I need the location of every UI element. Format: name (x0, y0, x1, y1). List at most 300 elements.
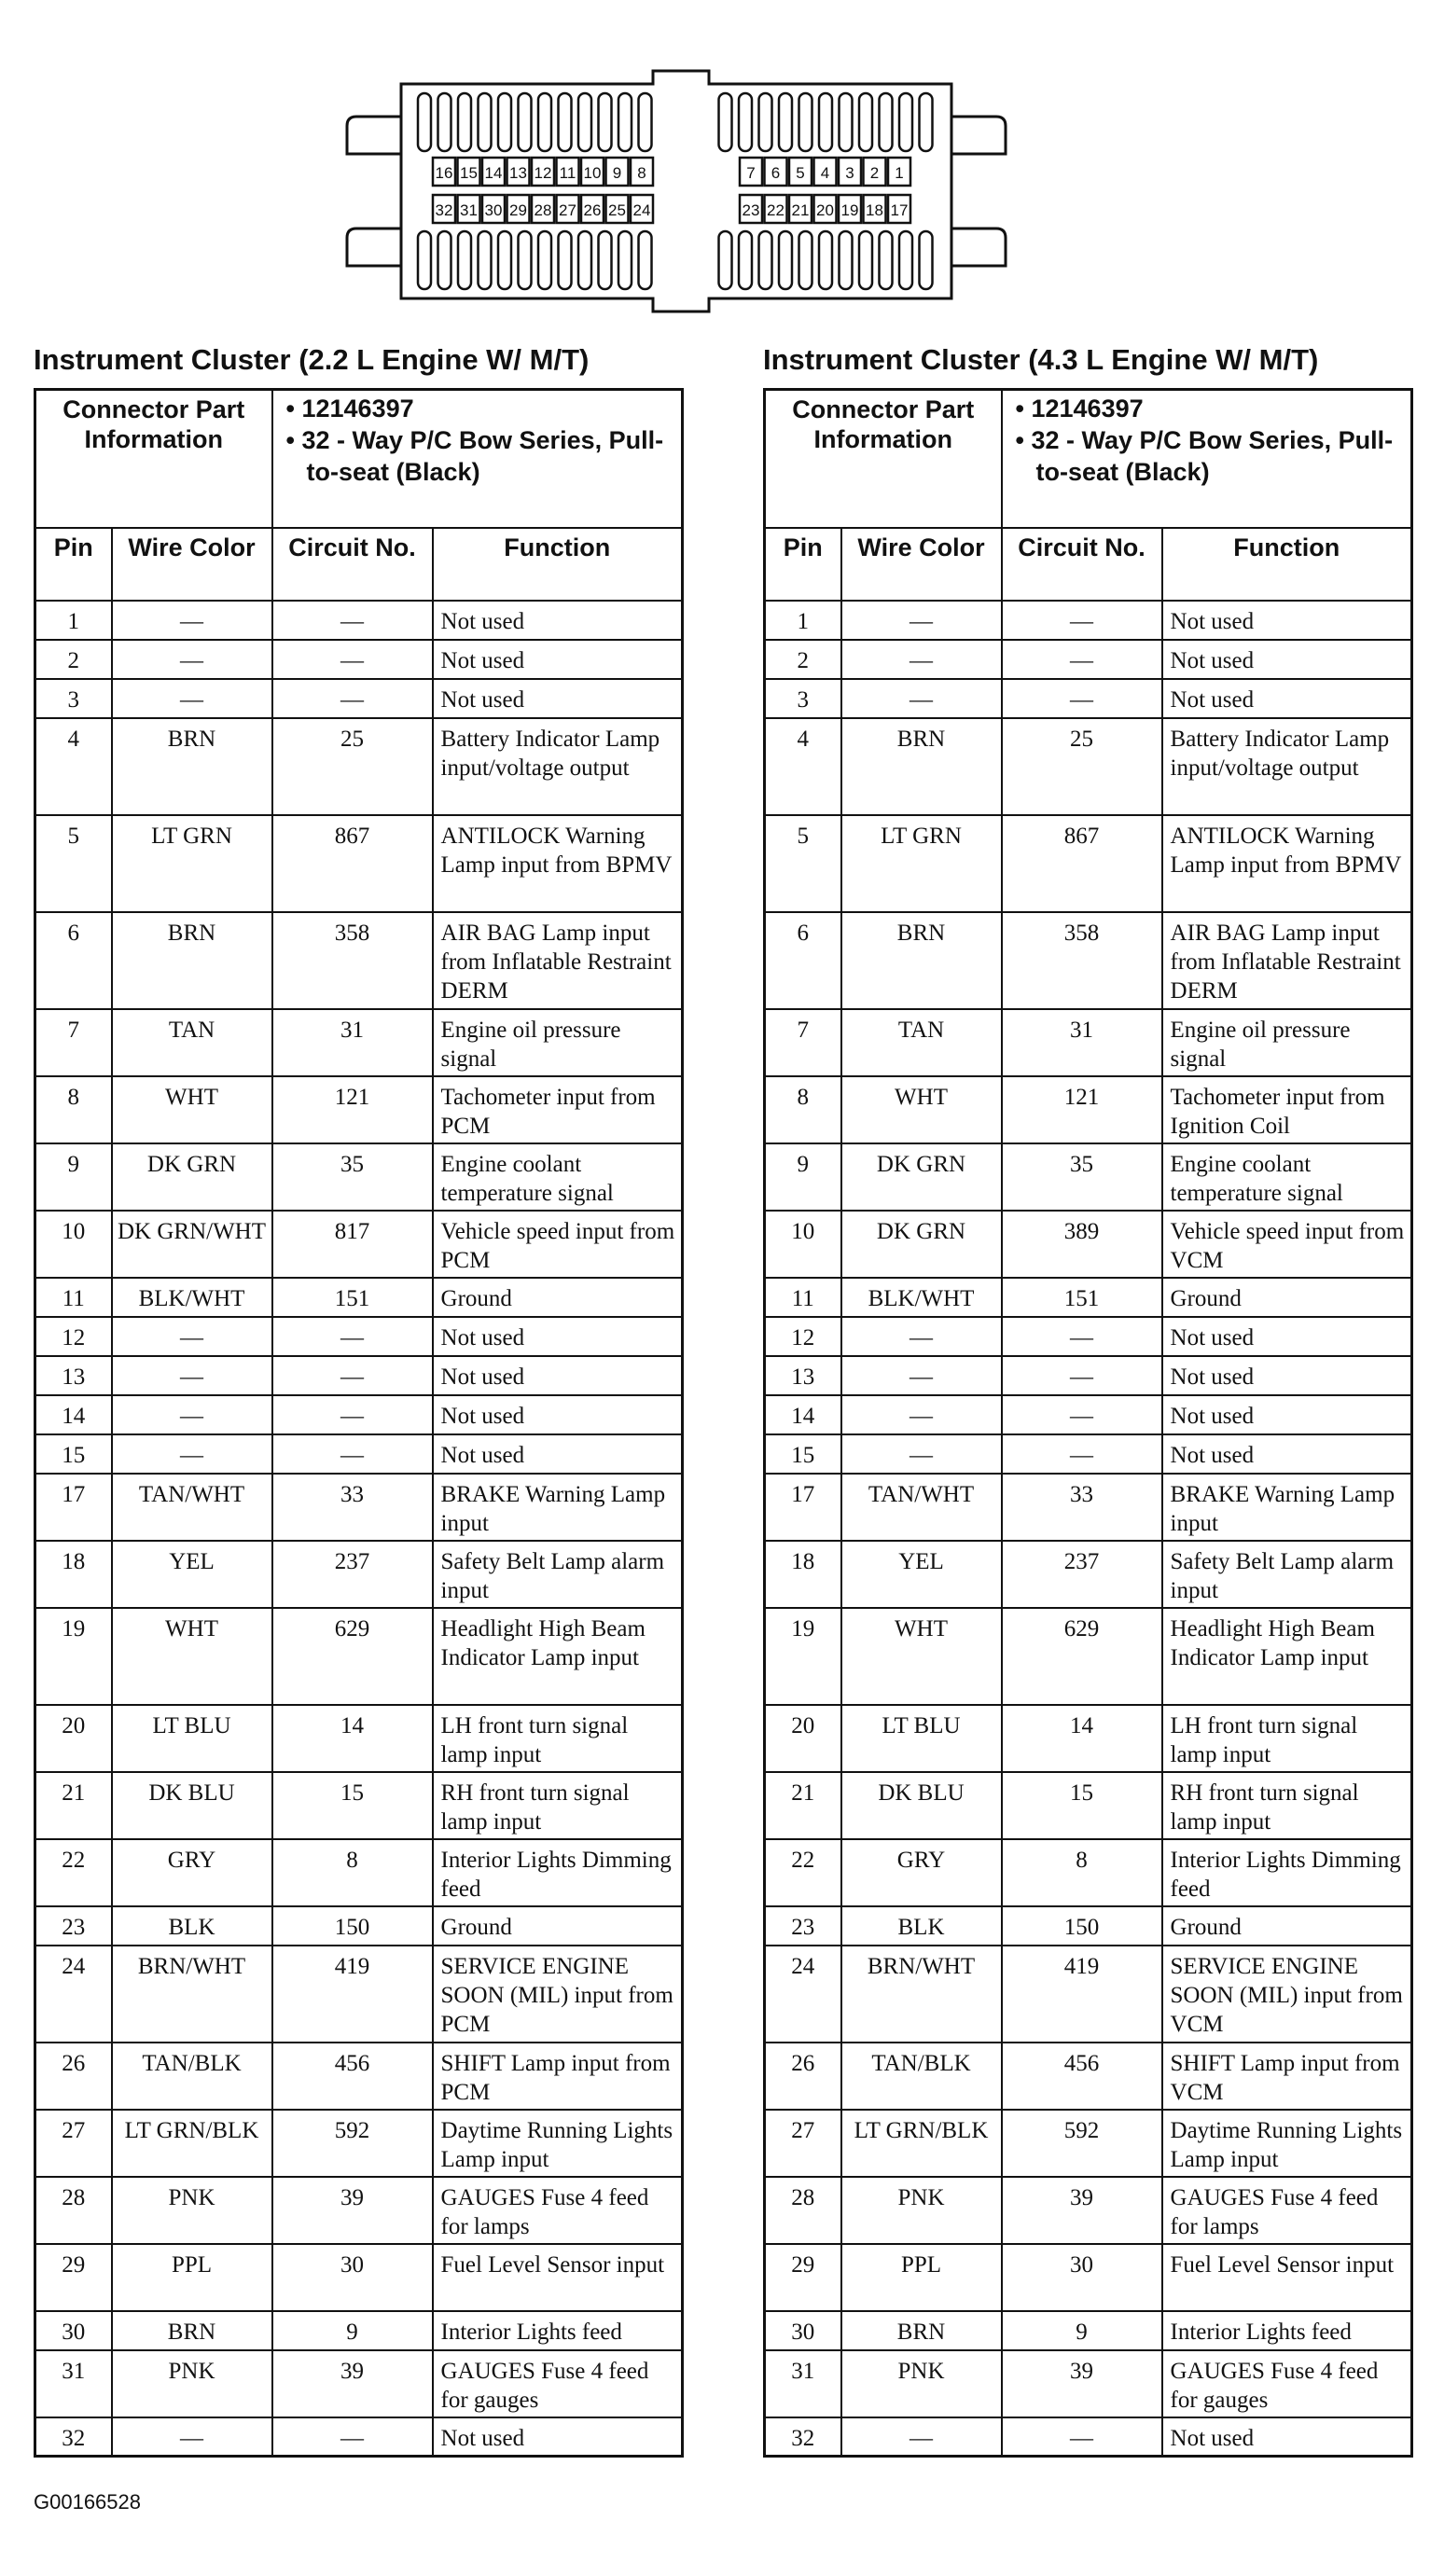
pin-cell: 7 (35, 1009, 112, 1076)
pin-cell: 32 (765, 2417, 841, 2457)
wire-color-cell: BRN (112, 912, 272, 1009)
circuit-cell: 8 (1002, 1839, 1162, 1906)
pin-cell: 22 (35, 1839, 112, 1906)
table-row (35, 2177, 683, 2244)
connector-fin (799, 93, 812, 151)
wire-color-cell: TAN (112, 1009, 272, 1076)
pin-cell: 18 (35, 1541, 112, 1608)
pin-cell: 6 (765, 912, 841, 1009)
circuit-cell: 9 (1002, 2311, 1162, 2350)
pin-cell: 12 (765, 1317, 841, 1356)
wire-color-cell: — (841, 1395, 1002, 1434)
table-row (765, 1705, 1412, 1772)
connector-fin (639, 231, 652, 289)
connector-fin (418, 93, 431, 151)
pin-number-label: 14 (484, 164, 503, 182)
table-row (765, 1211, 1412, 1278)
circuit-cell: 33 (1002, 1474, 1162, 1541)
right-latch-bottom (951, 229, 1006, 266)
circuit-cell: — (1002, 1317, 1162, 1356)
pin-cell: 17 (35, 1474, 112, 1541)
connector-fin (418, 231, 431, 289)
wire-color-cell: — (841, 2417, 1002, 2457)
function-cell: GAUGES Fuse 4 feed for gauges (1162, 2350, 1412, 2417)
pin-cell: 22 (765, 1839, 841, 1906)
pin-cell: 28 (765, 2177, 841, 2244)
table-row (35, 601, 683, 640)
table-row (35, 718, 683, 815)
circuit-cell: 33 (272, 1474, 433, 1541)
part-number: • 12146397 (1015, 395, 1144, 422)
function-cell: Safety Belt Lamp alarm input (1162, 1541, 1412, 1608)
circuit-cell: 35 (1002, 1143, 1162, 1211)
circuit-cell: — (272, 2417, 433, 2457)
function-cell: Not used (1162, 2417, 1412, 2457)
table-row (35, 1317, 683, 1356)
circuit-cell: 419 (1002, 1946, 1162, 2043)
function-cell: Fuel Level Sensor input (1162, 2244, 1412, 2311)
pin-cell: 1 (765, 601, 841, 640)
table-row (765, 1009, 1412, 1076)
pin-cell: 31 (765, 2350, 841, 2417)
table-row (765, 1317, 1412, 1356)
pin-number-label: 25 (608, 201, 626, 219)
circuit-cell: — (272, 679, 433, 718)
table-title-2-2l: Instrument Cluster (2.2 L Engine W/ M/T) (34, 343, 590, 376)
function-cell: Ground (1162, 1278, 1412, 1317)
left-latch-bottom (347, 229, 401, 266)
pin-number-label: 16 (435, 164, 453, 182)
function-cell: Tachometer input from PCM (433, 1076, 683, 1143)
function-cell: Ground (433, 1278, 683, 1317)
pin-cell: 10 (35, 1211, 112, 1278)
connector-fin (538, 231, 551, 289)
function-cell: Not used (433, 1395, 683, 1434)
table-row (765, 1541, 1412, 1608)
pin-cell: 2 (35, 640, 112, 679)
table-row (35, 1608, 683, 1705)
table-row (35, 1946, 683, 2043)
wire-color-cell: — (112, 640, 272, 679)
connector-fin (578, 93, 591, 151)
wire-color-cell: LT GRN/BLK (841, 2110, 1002, 2177)
wire-color-cell: — (112, 601, 272, 640)
circuit-cell: 419 (272, 1946, 433, 2043)
pin-number-label: 18 (866, 201, 883, 219)
circuit-cell: 456 (1002, 2043, 1162, 2110)
left-latch-top (347, 117, 401, 154)
table-row (765, 1772, 1412, 1839)
pin-cell: 13 (35, 1356, 112, 1395)
connector-info-label: Connector Part Information (35, 390, 272, 528)
connector-info-values (1002, 390, 1412, 528)
right-latch-top (951, 117, 1006, 154)
table-row (765, 1076, 1412, 1143)
connector-fin (498, 93, 511, 151)
table-row (35, 1474, 683, 1541)
wire-color-cell: PNK (112, 2350, 272, 2417)
function-cell: Daytime Running Lights Lamp input (433, 2110, 683, 2177)
pin-number-label: 20 (816, 201, 834, 219)
connector-info-label: Connector Part Information (765, 390, 1002, 528)
wire-color-cell: LT BLU (841, 1705, 1002, 1772)
wire-color-cell: TAN (841, 1009, 1002, 1076)
function-cell: Not used (433, 1434, 683, 1474)
function-cell: Not used (1162, 1395, 1412, 1434)
table-row (765, 1395, 1412, 1434)
circuit-cell: — (1002, 1395, 1162, 1434)
circuit-cell: 35 (272, 1143, 433, 1211)
circuit-cell: — (1002, 640, 1162, 679)
wire-color-cell: GRY (841, 1839, 1002, 1906)
pin-cell: 23 (35, 1906, 112, 1946)
pin-number-label: 32 (435, 201, 453, 219)
connector-fin (479, 93, 492, 151)
circuit-cell: 39 (272, 2350, 433, 2417)
circuit-cell: 358 (1002, 912, 1162, 1009)
wire-color-cell: WHT (112, 1608, 272, 1705)
circuit-cell: 14 (1002, 1705, 1162, 1772)
function-cell: AIR BAG Lamp input from Inflatable Restraint DERM (1162, 912, 1412, 1009)
function-cell: Not used (433, 601, 683, 640)
wire-color-cell: BRN (841, 2311, 1002, 2350)
pin-number-label: 4 (820, 164, 830, 182)
function-cell: GAUGES Fuse 4 feed for gauges (433, 2350, 683, 2417)
connector-fin (880, 93, 893, 151)
pin-cell: 8 (35, 1076, 112, 1143)
pin-number-label: 1 (895, 164, 904, 182)
connector-info-values (272, 390, 683, 528)
connector-fin (759, 93, 772, 151)
pin-cell: 4 (765, 718, 841, 815)
circuit-cell: — (1002, 601, 1162, 640)
pin-number-label: 3 (845, 164, 854, 182)
function-cell: Not used (1162, 679, 1412, 718)
connector-fin (799, 231, 812, 289)
connector-fin (559, 231, 572, 289)
function-cell: Headlight High Beam Indicator Lamp input (1162, 1608, 1412, 1705)
table-row (35, 2110, 683, 2177)
pin-cell: 11 (35, 1278, 112, 1317)
pin-cell: 5 (765, 815, 841, 912)
circuit-cell: 25 (1002, 718, 1162, 815)
pin-cell: 3 (35, 679, 112, 718)
table-row (35, 679, 683, 718)
pin-number-label: 7 (746, 164, 756, 182)
function-cell: Vehicle speed input from VCM (1162, 1211, 1412, 1278)
function-cell: Battery Indicator Lamp input/voltage output (1162, 718, 1412, 815)
function-cell: RH front turn signal lamp input (1162, 1772, 1412, 1839)
pin-cell: 14 (765, 1395, 841, 1434)
circuit-cell: 867 (1002, 815, 1162, 912)
pin-cell: 27 (765, 2110, 841, 2177)
circuit-cell: 867 (272, 815, 433, 912)
function-cell: Not used (1162, 1356, 1412, 1395)
wire-color-cell: LT GRN (112, 815, 272, 912)
function-cell: ANTILOCK Warning Lamp input from BPMV (433, 815, 683, 912)
connector-fin (840, 93, 853, 151)
table-row (35, 1541, 683, 1608)
table-row (765, 2110, 1412, 2177)
function-cell: Safety Belt Lamp alarm input (433, 1541, 683, 1608)
wire-color-cell: DK GRN (841, 1143, 1002, 1211)
table-title-4-3l: Instrument Cluster (4.3 L Engine W/ M/T) (763, 343, 1319, 376)
circuit-cell: — (272, 1395, 433, 1434)
table-row (35, 1395, 683, 1434)
function-cell: Headlight High Beam Indicator Lamp input (433, 1608, 683, 1705)
pin-cell: 30 (765, 2311, 841, 2350)
connector-fin (739, 231, 752, 289)
circuit-cell: 592 (1002, 2110, 1162, 2177)
table-row (765, 1356, 1412, 1395)
wire-color-cell: BRN/WHT (841, 1946, 1002, 2043)
pin-number-label: 11 (559, 164, 576, 182)
wire-color-cell: DK BLU (112, 1772, 272, 1839)
table-row (765, 2417, 1412, 2457)
pin-number-label: 13 (509, 164, 527, 182)
connector-fin (599, 93, 612, 151)
function-cell: Interior Lights Dimming feed (433, 1839, 683, 1906)
circuit-cell: — (1002, 679, 1162, 718)
circuit-cell: 237 (272, 1541, 433, 1608)
connector-fin (458, 231, 471, 289)
pin-number-label: 23 (742, 201, 760, 219)
circuit-cell: 31 (272, 1009, 433, 1076)
function-cell: Ground (433, 1906, 683, 1946)
pin-cell: 19 (35, 1608, 112, 1705)
figure-code: G00166528 (34, 2490, 141, 2514)
connector-fin (519, 93, 532, 151)
pin-cell: 6 (35, 912, 112, 1009)
pin-header: Pin (765, 528, 841, 601)
table-row (35, 640, 683, 679)
function-cell: GAUGES Fuse 4 feed for lamps (1162, 2177, 1412, 2244)
connector-fin (899, 231, 912, 289)
table-row (765, 601, 1412, 640)
table-row (35, 1278, 683, 1317)
connector-fin (819, 93, 832, 151)
wire-color-cell: LT GRN (841, 815, 1002, 912)
pin-cell: 20 (35, 1705, 112, 1772)
circuit-cell: 121 (272, 1076, 433, 1143)
wire-color-cell: LT BLU (112, 1705, 272, 1772)
pin-cell: 28 (35, 2177, 112, 2244)
function-cell: Interior Lights Dimming feed (1162, 1839, 1412, 1906)
table-row (765, 2311, 1412, 2350)
circuit-cell: 592 (272, 2110, 433, 2177)
pinout-table-2-2l (34, 388, 684, 2458)
function-cell: SHIFT Lamp input from PCM (433, 2043, 683, 2110)
wire-color-cell: DK BLU (841, 1772, 1002, 1839)
circuit-cell: 456 (272, 2043, 433, 2110)
wire-color-cell: YEL (841, 1541, 1002, 1608)
pin-number-label: 17 (890, 201, 909, 219)
connector-fin (739, 93, 752, 151)
connector-fin (438, 93, 451, 151)
pin-cell: 27 (35, 2110, 112, 2177)
connector-fin (578, 231, 591, 289)
wire-color-cell: PNK (112, 2177, 272, 2244)
circuit-cell: 30 (272, 2244, 433, 2311)
pin-cell: 5 (35, 815, 112, 912)
table-row (35, 1839, 683, 1906)
connector-fin (819, 231, 832, 289)
wire-color-cell: PNK (841, 2350, 1002, 2417)
table-row (765, 1946, 1412, 2043)
wire-color-cell: — (841, 1434, 1002, 1474)
connector-fin (519, 231, 532, 289)
pin-number-label: 30 (484, 201, 503, 219)
circuit-no-header: Circuit No. (272, 528, 433, 601)
pin-cell: 17 (765, 1474, 841, 1541)
wire-color-cell: BLK (841, 1906, 1002, 1946)
circuit-cell: 817 (272, 1211, 433, 1278)
function-header: Function (1162, 528, 1412, 601)
function-cell: Interior Lights feed (1162, 2311, 1412, 2350)
circuit-cell: 629 (272, 1608, 433, 1705)
function-cell: Daytime Running Lights Lamp input (1162, 2110, 1412, 2177)
pin-cell: 9 (35, 1143, 112, 1211)
pin-number-label: 8 (637, 164, 646, 182)
function-cell: SHIFT Lamp input from VCM (1162, 2043, 1412, 2110)
table-row (765, 2043, 1412, 2110)
table-row (35, 1211, 683, 1278)
table-row (35, 2417, 683, 2457)
circuit-cell: 151 (272, 1278, 433, 1317)
pin-cell: 1 (35, 601, 112, 640)
pin-cell: 26 (765, 2043, 841, 2110)
table-row (765, 815, 1412, 912)
pin-number-label: 31 (460, 201, 478, 219)
pin-number-label: 29 (509, 201, 527, 219)
table-row (35, 815, 683, 912)
connector-fin (859, 93, 872, 151)
wire-color-cell: BRN (841, 718, 1002, 815)
pin-number-label: 21 (791, 201, 810, 219)
pin-number-label: 9 (612, 164, 622, 182)
circuit-cell: 25 (272, 718, 433, 815)
pin-cell: 29 (765, 2244, 841, 2311)
wire-color-cell: DK GRN/WHT (112, 1211, 272, 1278)
circuit-cell: 15 (272, 1772, 433, 1839)
wire-color-cell: — (112, 1434, 272, 1474)
pin-cell: 24 (765, 1946, 841, 2043)
wire-color-cell: PPL (841, 2244, 1002, 2311)
circuit-cell: — (272, 1434, 433, 1474)
pin-cell: 10 (765, 1211, 841, 1278)
circuit-cell: 39 (1002, 2350, 1162, 2417)
pin-cell: 32 (35, 2417, 112, 2457)
wire-color-cell: WHT (841, 1076, 1002, 1143)
circuit-cell: 14 (272, 1705, 433, 1772)
connector-fin (719, 93, 732, 151)
table-row (765, 2177, 1412, 2244)
wire-color-header: Wire Color (112, 528, 272, 601)
table-row (765, 718, 1412, 815)
table-row (765, 640, 1412, 679)
connector-fin (479, 231, 492, 289)
part-description: • 32 - Way P/C Bow Series, Pull-to-seat (Black) (285, 426, 664, 486)
connector-fin (899, 93, 912, 151)
circuit-cell: 358 (272, 912, 433, 1009)
function-cell: Interior Lights feed (433, 2311, 683, 2350)
pin-cell: 20 (765, 1705, 841, 1772)
function-cell: SERVICE ENGINE SOON (MIL) input from PCM (433, 1946, 683, 2043)
table-row (765, 1608, 1412, 1705)
connector-fin (458, 93, 471, 151)
table-row (765, 679, 1412, 718)
function-cell: LH front turn signal lamp input (1162, 1705, 1412, 1772)
pin-cell: 8 (765, 1076, 841, 1143)
function-cell: Engine oil pressure signal (433, 1009, 683, 1076)
wire-color-cell: — (112, 1395, 272, 1434)
pin-number-label: 15 (460, 164, 478, 182)
circuit-cell: 150 (272, 1906, 433, 1946)
wire-color-cell: WHT (112, 1076, 272, 1143)
table-row (765, 2350, 1412, 2417)
pin-cell: 11 (765, 1278, 841, 1317)
part-description: • 32 - Way P/C Bow Series, Pull-to-seat (Black) (1015, 426, 1394, 486)
circuit-cell: — (1002, 1356, 1162, 1395)
table-row (35, 2311, 683, 2350)
table-row (35, 1009, 683, 1076)
circuit-cell: 8 (272, 1839, 433, 1906)
circuit-cell: 237 (1002, 1541, 1162, 1608)
wire-color-cell: DK GRN (841, 1211, 1002, 1278)
table-row (35, 1143, 683, 1211)
function-cell: BRAKE Warning Lamp input (433, 1474, 683, 1541)
function-cell: Ground (1162, 1906, 1412, 1946)
wire-color-cell: BLK (112, 1906, 272, 1946)
circuit-cell: 9 (272, 2311, 433, 2350)
pin-cell: 21 (765, 1772, 841, 1839)
function-cell: Not used (433, 1317, 683, 1356)
pin-number-label: 28 (534, 201, 552, 219)
wire-color-cell: BRN (112, 2311, 272, 2350)
pin-cell: 7 (765, 1009, 841, 1076)
pin-cell: 14 (35, 1395, 112, 1434)
circuit-cell: 30 (1002, 2244, 1162, 2311)
function-cell: Engine oil pressure signal (1162, 1009, 1412, 1076)
wire-color-cell: DK GRN (112, 1143, 272, 1211)
circuit-cell: 39 (272, 2177, 433, 2244)
connector-fin (719, 231, 732, 289)
function-cell: LH front turn signal lamp input (433, 1705, 683, 1772)
circuit-cell: — (272, 1317, 433, 1356)
connector-fin (759, 231, 772, 289)
connector-diagram (345, 65, 1017, 317)
function-cell: Tachometer input from Ignition Coil (1162, 1076, 1412, 1143)
function-cell: AIR BAG Lamp input from Inflatable Restraint DERM (433, 912, 683, 1009)
connector-fin (880, 231, 893, 289)
circuit-cell: 389 (1002, 1211, 1162, 1278)
pin-cell: 12 (35, 1317, 112, 1356)
pin-cell: 18 (765, 1541, 841, 1608)
connector-fin (438, 231, 451, 289)
table-row (35, 2244, 683, 2311)
connector-fin (559, 93, 572, 151)
pin-header: Pin (35, 528, 112, 601)
wire-color-cell: TAN/BLK (112, 2043, 272, 2110)
pin-cell: 21 (35, 1772, 112, 1839)
circuit-cell: — (1002, 2417, 1162, 2457)
pin-number-label: 2 (869, 164, 880, 182)
function-cell: Not used (1162, 1434, 1412, 1474)
function-cell: SERVICE ENGINE SOON (MIL) input from VCM (1162, 1946, 1412, 2043)
function-cell: Fuel Level Sensor input (433, 2244, 683, 2311)
connector-fin (498, 231, 511, 289)
wire-color-cell: WHT (841, 1608, 1002, 1705)
